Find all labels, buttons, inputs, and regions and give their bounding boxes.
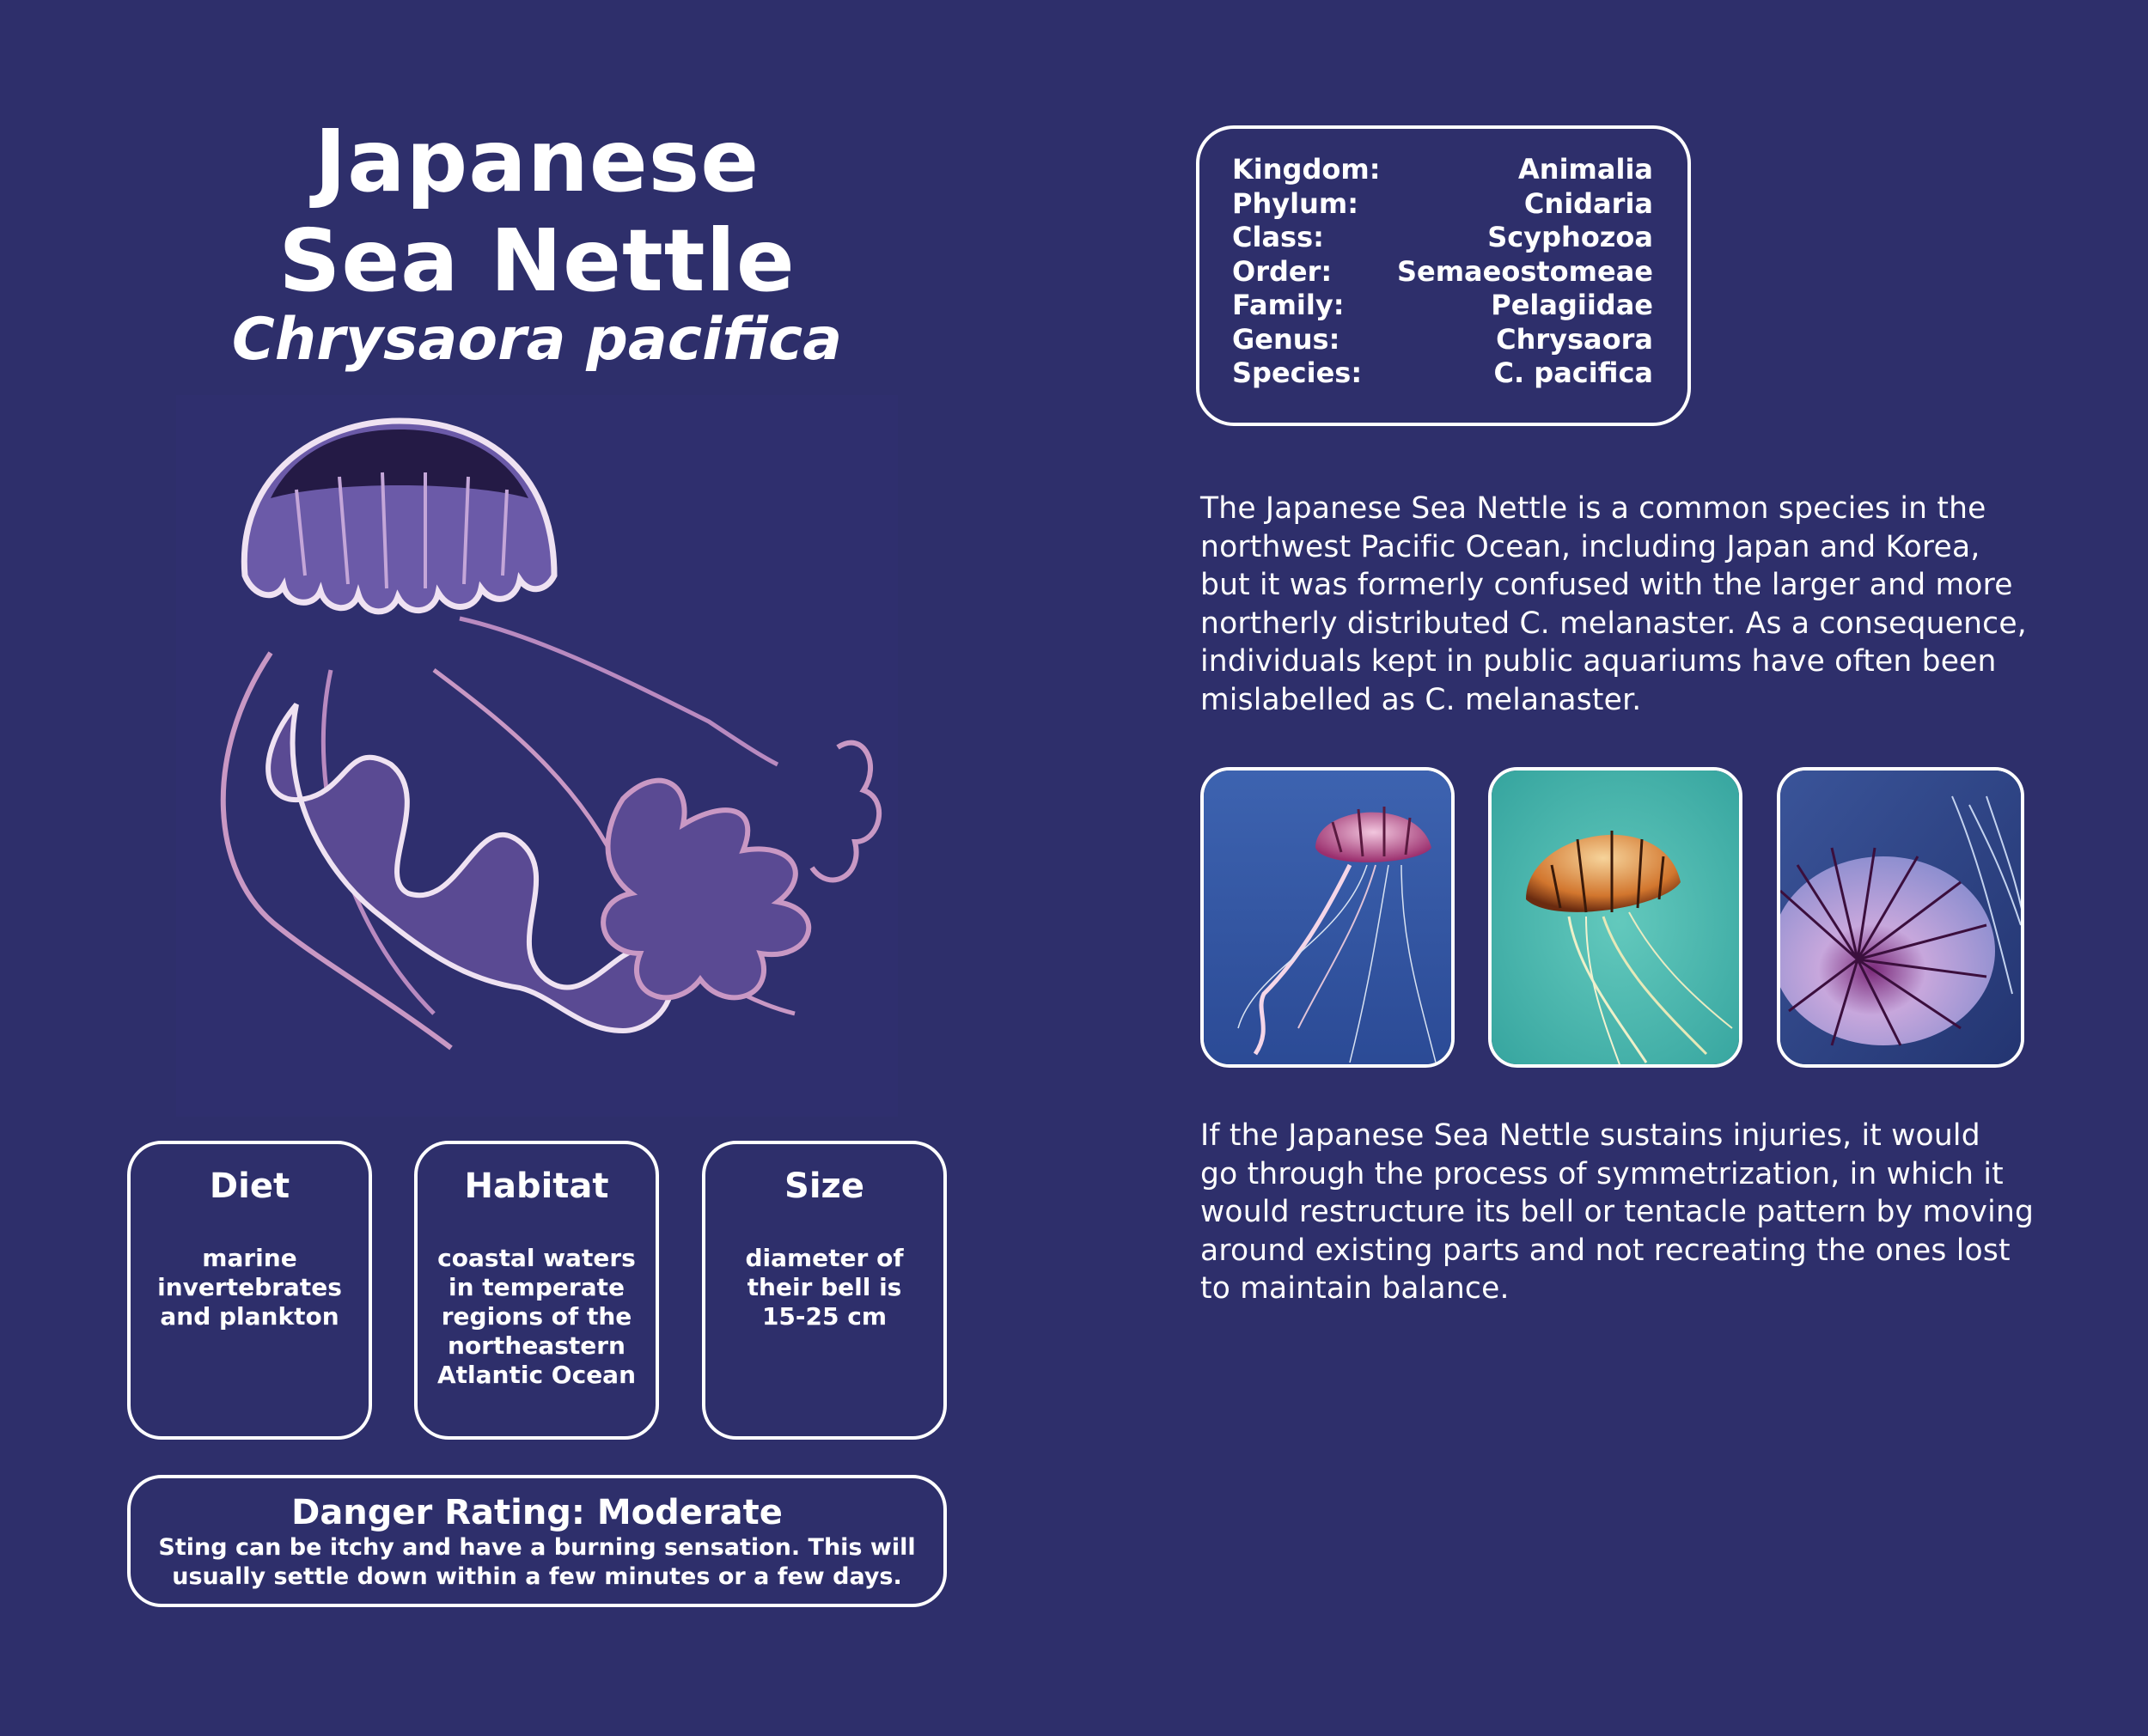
habitat-text	[418, 1244, 656, 1390]
photo-jellyfish-1	[1200, 767, 1455, 1068]
title-line-1: Japanese	[314, 111, 760, 211]
symmetrization-line: go through the process of symmetrization, in which it	[1200, 1156, 2004, 1191]
taxonomy-value: C. pacifica	[1493, 356, 1653, 389]
taxonomy-row	[1232, 289, 1653, 323]
symmetrization-line: around existing parts and not recreating the ones lost	[1200, 1233, 2011, 1268]
taxonomy-rank: Species:	[1232, 356, 1363, 389]
diet-line: and plankton	[160, 1302, 339, 1331]
taxonomy-rank: Genus:	[1232, 322, 1340, 356]
size-line: diameter of	[745, 1244, 904, 1272]
taxonomy-rank: Phylum:	[1232, 186, 1358, 220]
description-line: northerly distributed C. melanaster. As a consequence,	[1200, 606, 2027, 641]
habitat-line: regions of the	[441, 1302, 632, 1331]
taxonomy-rank: Family:	[1232, 289, 1345, 321]
size-card	[702, 1141, 947, 1440]
symmetrization-line: to maintain balance.	[1200, 1271, 1510, 1306]
description-line: individuals kept in public aquariums have often been	[1200, 644, 1997, 679]
symmetrization-paragraph	[1200, 1117, 2111, 1308]
title-line-2: Sea Nettle	[278, 210, 796, 311]
danger-text	[131, 1533, 943, 1592]
jellyfish-photo-icon	[1780, 771, 2024, 1068]
danger-rating-card	[127, 1475, 947, 1607]
taxonomy-row	[1232, 221, 1653, 255]
size-heading: Size	[784, 1166, 864, 1206]
scientific-name: Chrysaora pacifica	[231, 306, 843, 374]
habitat-card	[414, 1141, 659, 1440]
taxonomy-value: Cnidaria	[1523, 186, 1653, 220]
habitat-line: northeastern	[448, 1331, 625, 1360]
taxonomy-row	[1232, 153, 1653, 187]
diet-line: marine	[202, 1244, 297, 1272]
diet-line: invertebrates	[157, 1273, 342, 1301]
page-title	[155, 112, 919, 311]
jellyfish-photo-icon	[1204, 771, 1455, 1068]
taxonomy-value: Chrysaora	[1496, 322, 1653, 356]
diet-heading: Diet	[209, 1166, 290, 1206]
habitat-line: coastal waters	[437, 1244, 636, 1272]
size-text	[705, 1244, 943, 1331]
habitat-line: in temperate	[449, 1273, 625, 1301]
taxonomy-row	[1232, 323, 1653, 357]
danger-line: usually settle down within a few minutes or a few days.	[172, 1563, 902, 1590]
size-line: 15-25 cm	[761, 1302, 888, 1331]
symmetrization-line: would restructure its bell or tentacle pattern by moving	[1200, 1195, 2035, 1229]
jellyfish-illustration	[176, 395, 898, 1117]
habitat-line: Atlantic Ocean	[436, 1361, 637, 1389]
size-line: their bell is	[747, 1273, 902, 1301]
habitat-heading: Habitat	[464, 1166, 609, 1206]
photo-jellyfish-3	[1777, 767, 2024, 1068]
taxonomy-card	[1196, 125, 1691, 426]
diet-text	[131, 1244, 369, 1331]
description-paragraph	[1200, 490, 2111, 719]
taxonomy-value: Pelagiidae	[1491, 289, 1653, 321]
taxonomy-value: Animalia	[1518, 153, 1653, 186]
symmetrization-line: If the Japanese Sea Nettle sustains injuries, it would	[1200, 1118, 1980, 1153]
description-line: The Japanese Sea Nettle is a common species in the	[1200, 491, 1986, 526]
jellyfish-photo-icon	[1492, 771, 1742, 1068]
jellyfish-icon	[176, 395, 898, 1117]
taxonomy-rank: Kingdom:	[1232, 153, 1381, 186]
photo-jellyfish-2	[1488, 767, 1742, 1068]
taxonomy-rank: Class:	[1232, 221, 1324, 253]
diet-card	[127, 1141, 372, 1440]
taxonomy-row	[1232, 187, 1653, 222]
taxonomy-value: Semaeostomeae	[1396, 254, 1653, 288]
description-line: northwest Pacific Ocean, including Japan and Korea,	[1200, 529, 1980, 564]
taxonomy-row	[1232, 255, 1653, 289]
taxonomy-value: Scyphozoa	[1487, 221, 1653, 253]
taxonomy-row	[1232, 356, 1653, 391]
danger-title: Danger Rating: Moderate	[291, 1493, 783, 1532]
danger-line: Sting can be itchy and have a burning sensation. This will	[158, 1534, 916, 1561]
taxonomy-rank: Order:	[1232, 254, 1333, 288]
description-line: but it was formerly confused with the larger and more	[1200, 568, 2013, 602]
description-line: mislabelled as C. melanaster.	[1200, 682, 1642, 717]
